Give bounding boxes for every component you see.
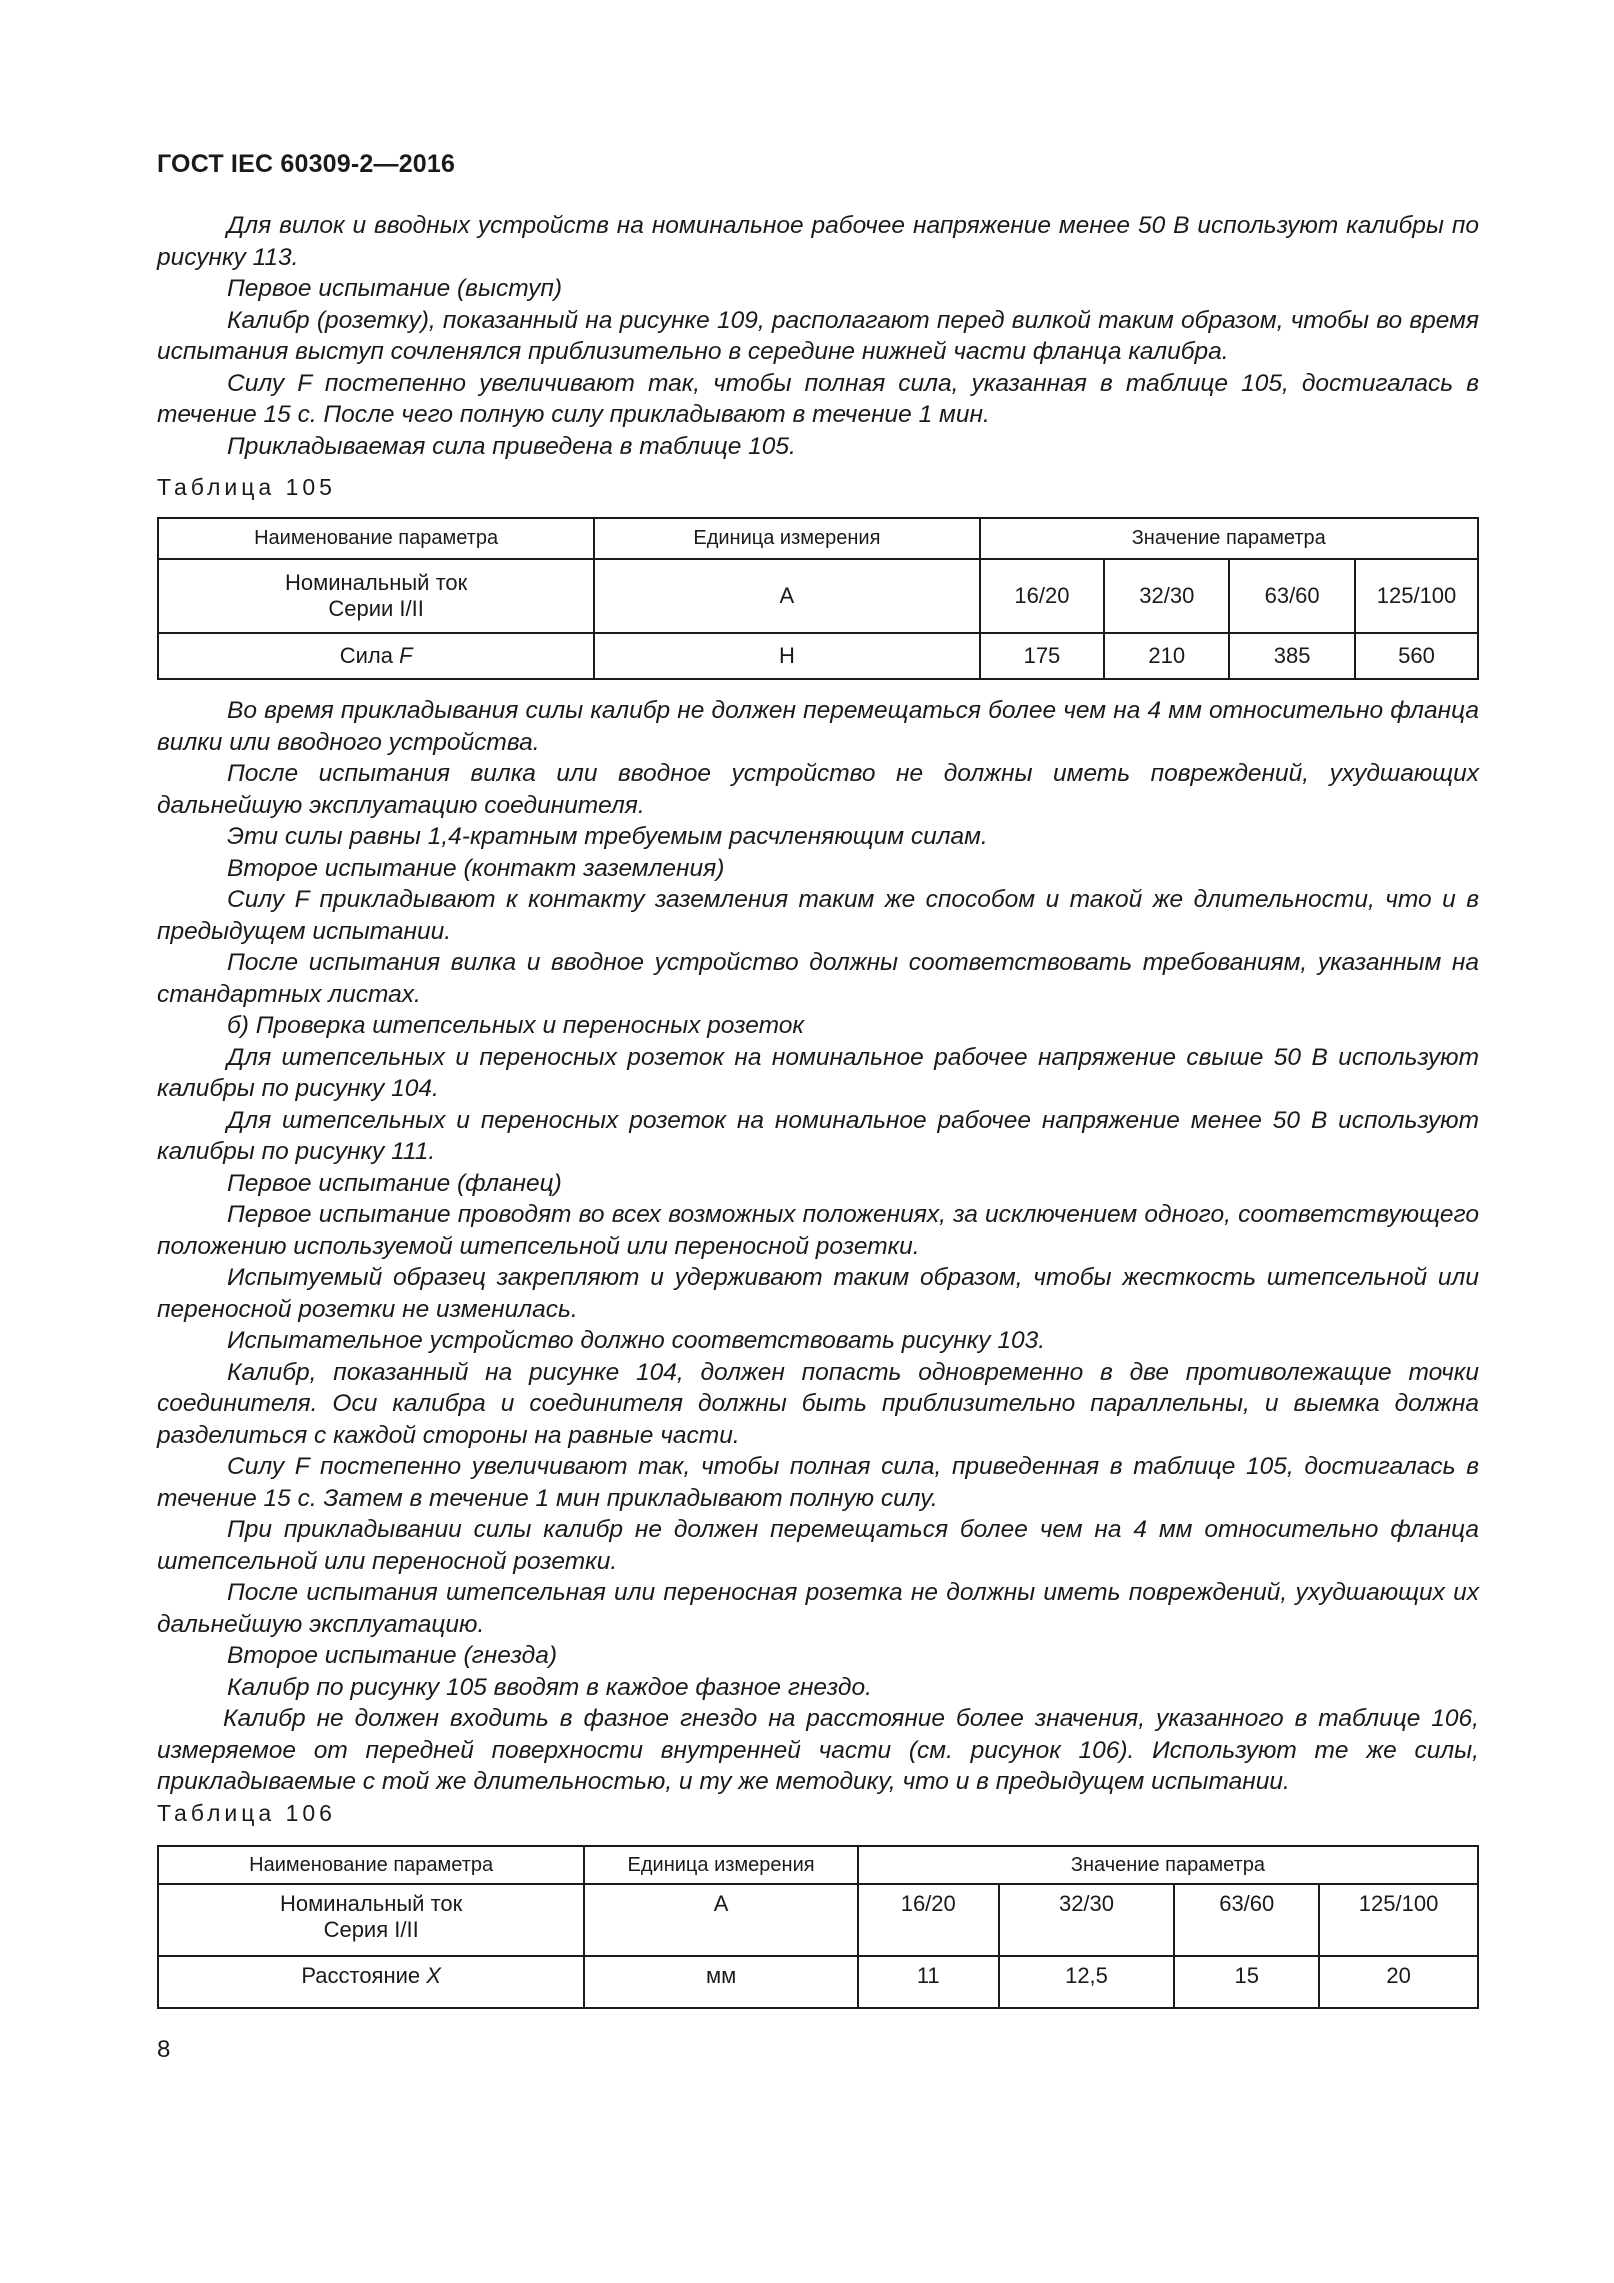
header-value: Значение параметра: [980, 518, 1478, 559]
text-block-2: [157, 695, 1479, 1798]
row-name: [158, 559, 594, 633]
row-name: [158, 1956, 584, 2008]
row-name-variable: F: [399, 643, 413, 668]
row-value: 63/60: [1229, 559, 1355, 633]
row-value: 175: [980, 633, 1105, 679]
paragraph: Для штепсельных и переносных розеток на номинальное рабочее напряжение свыше 50 В используют калибры по рисунку 104.: [157, 1043, 1479, 1102]
row-value: 210: [1104, 633, 1229, 679]
paragraph: Калибр не должен входить в фазное гнездо на расстояние более значения, указанного в таблице 106, измеряемое от передней поверхности внутренней части (см. рисунок 106). Используют те же силы, прикладываемые с той же длительностью, и ту же методику, что и в предыдущем испытании.: [157, 1705, 1479, 1795]
row-name: [158, 633, 594, 679]
paragraph: Первое испытание проводят во всех возможных положениях, за исключением одного, соответствующего положению используемой штепсельной или переносной розетки.: [157, 1201, 1479, 1260]
paragraph: После испытания вилка или вводное устройство не должны иметь повреждений, ухудшающих дальнейшую эксплуатацию соединителя.: [157, 760, 1479, 819]
row-name-prefix: Расстояние: [301, 1963, 427, 1988]
paragraph: Эти силы равны 1,4-кратным требуемым расчленяющим силам.: [227, 823, 988, 850]
table-row: [158, 633, 1478, 679]
paragraph: Испытуемый образец закрепляют и удерживают таким образом, чтобы жесткость штепсельной или переносной розетки не изменилась.: [157, 1264, 1479, 1323]
paragraph: Первое испытание (выступ): [227, 275, 562, 302]
text-block-1: [157, 210, 1479, 462]
paragraph: Во время прикладывания силы калибр не должен перемещаться более чем на 4 мм относительно фланца вилки или вводного устройства.: [157, 697, 1479, 756]
row-name-prefix: Сила: [339, 643, 400, 668]
row-value: 125/100: [1319, 1884, 1478, 1956]
row-value: 20: [1319, 1956, 1478, 2008]
header-param: Наименование параметра: [158, 1846, 584, 1884]
paragraph: Второе испытание (контакт заземления): [227, 854, 725, 882]
paragraph: После испытания вилка и вводное устройство должны соответствовать требованиям, указанным на стандартных листах.: [157, 949, 1479, 1008]
paragraph: Калибр (розетку), показанный на рисунке 109, располагают перед вилкой таким образом, чтобы во время испытания выступ сочленялся приблизительно в середине нижней части фланца калибра.: [157, 306, 1479, 365]
row-unit: мм: [584, 1956, 858, 2008]
paragraph: Второе испытание (гнезда): [227, 1642, 557, 1669]
row-value: 32/30: [999, 1884, 1175, 1956]
header-value: Значение параметра: [858, 1846, 1478, 1884]
row-value: 63/60: [1174, 1884, 1319, 1956]
row-name: [158, 1884, 584, 1956]
table-106-caption: Таблица 106: [157, 1800, 336, 1826]
header-unit: Единица измерения: [594, 518, 979, 559]
table-row: [158, 1884, 1478, 1956]
paragraph: Силу F постепенно увеличивают так, чтобы полная сила, приведенная в таблице 105, достигалась в течение 15 с. Затем в течение 1 мин прикладывают полную силу.: [157, 1453, 1479, 1512]
table-106: [157, 1845, 1479, 2009]
table-row: [158, 1956, 1478, 2008]
paragraph: Калибр по рисунку 105 вводят в каждое фазное гнездо.: [227, 1673, 872, 1701]
table-row: [158, 559, 1478, 633]
paragraph: Испытательное устройство должно соответствовать рисунку 103.: [227, 1327, 1045, 1354]
row-value: 32/30: [1104, 559, 1229, 633]
row-value: 16/20: [980, 559, 1105, 633]
row-name-text: Номинальный ток Серия I/II: [280, 1891, 463, 1942]
row-value: 560: [1355, 633, 1478, 679]
row-unit: А: [594, 559, 979, 633]
row-unit: А: [584, 1884, 858, 1956]
paragraph: Калибр, показанный на рисунке 104, должен попасть одновременно в две противолежащие точки соединителя. Оси калибра и соединителя должны быть приблизительно параллельны, и выемка должна разделиться с каждой стороны на равные части.: [157, 1358, 1479, 1449]
page-number: 8: [157, 2036, 171, 2063]
table-105-caption: Таблица 105: [157, 474, 336, 500]
table-105: [157, 517, 1479, 680]
document-header: ГОСТ IEC 60309-2—2016: [157, 150, 456, 178]
row-value: 385: [1229, 633, 1355, 679]
paragraph: При прикладывании силы калибр не должен перемещаться более чем на 4 мм относительно фланца штепсельной или переносной розетки.: [157, 1516, 1479, 1575]
paragraph: Прикладываемая сила приведена в таблице 105.: [227, 432, 796, 460]
paragraph: После испытания штепсельная или переносная розетка не должны иметь повреждений, ухудшающих их дальнейшую эксплуатацию.: [157, 1579, 1479, 1638]
header-param: Наименование параметра: [158, 518, 594, 559]
paragraph: Силу F прикладывают к контакту заземления таким же способом и такой же длительности, что и в предыдущем испытании.: [157, 886, 1479, 945]
paragraph: б) Проверка штепсельных и переносных розеток: [227, 1012, 804, 1039]
table-header-row: [158, 1846, 1478, 1884]
table-header-row: [158, 518, 1478, 559]
row-name-variable: X: [426, 1963, 441, 1988]
row-value: 125/100: [1355, 559, 1478, 633]
paragraph: Для штепсельных и переносных розеток на номинальное рабочее напряжение менее 50 В используют калибры по рисунку 111.: [157, 1106, 1479, 1165]
row-value: 11: [858, 1956, 999, 2008]
row-value: 16/20: [858, 1884, 999, 1956]
paragraph: Силу F постепенно увеличивают так, чтобы полная сила, указанная в таблице 105, достигалась в течение 15 с. После чего полную силу прикладывают в течение 1 мин.: [157, 369, 1479, 428]
paragraph: Для вилок и вводных устройств на номинальное рабочее напряжение менее 50 В используют калибры по рисунку 113.: [157, 212, 1479, 271]
row-unit: Н: [594, 633, 979, 679]
paragraph: Первое испытание (фланец): [227, 1169, 562, 1197]
header-unit: Единица измерения: [584, 1846, 858, 1884]
row-value: 15: [1174, 1956, 1319, 2008]
row-value: 12,5: [999, 1956, 1175, 2008]
row-name-text: Номинальный ток Серии I/II: [284, 570, 468, 621]
